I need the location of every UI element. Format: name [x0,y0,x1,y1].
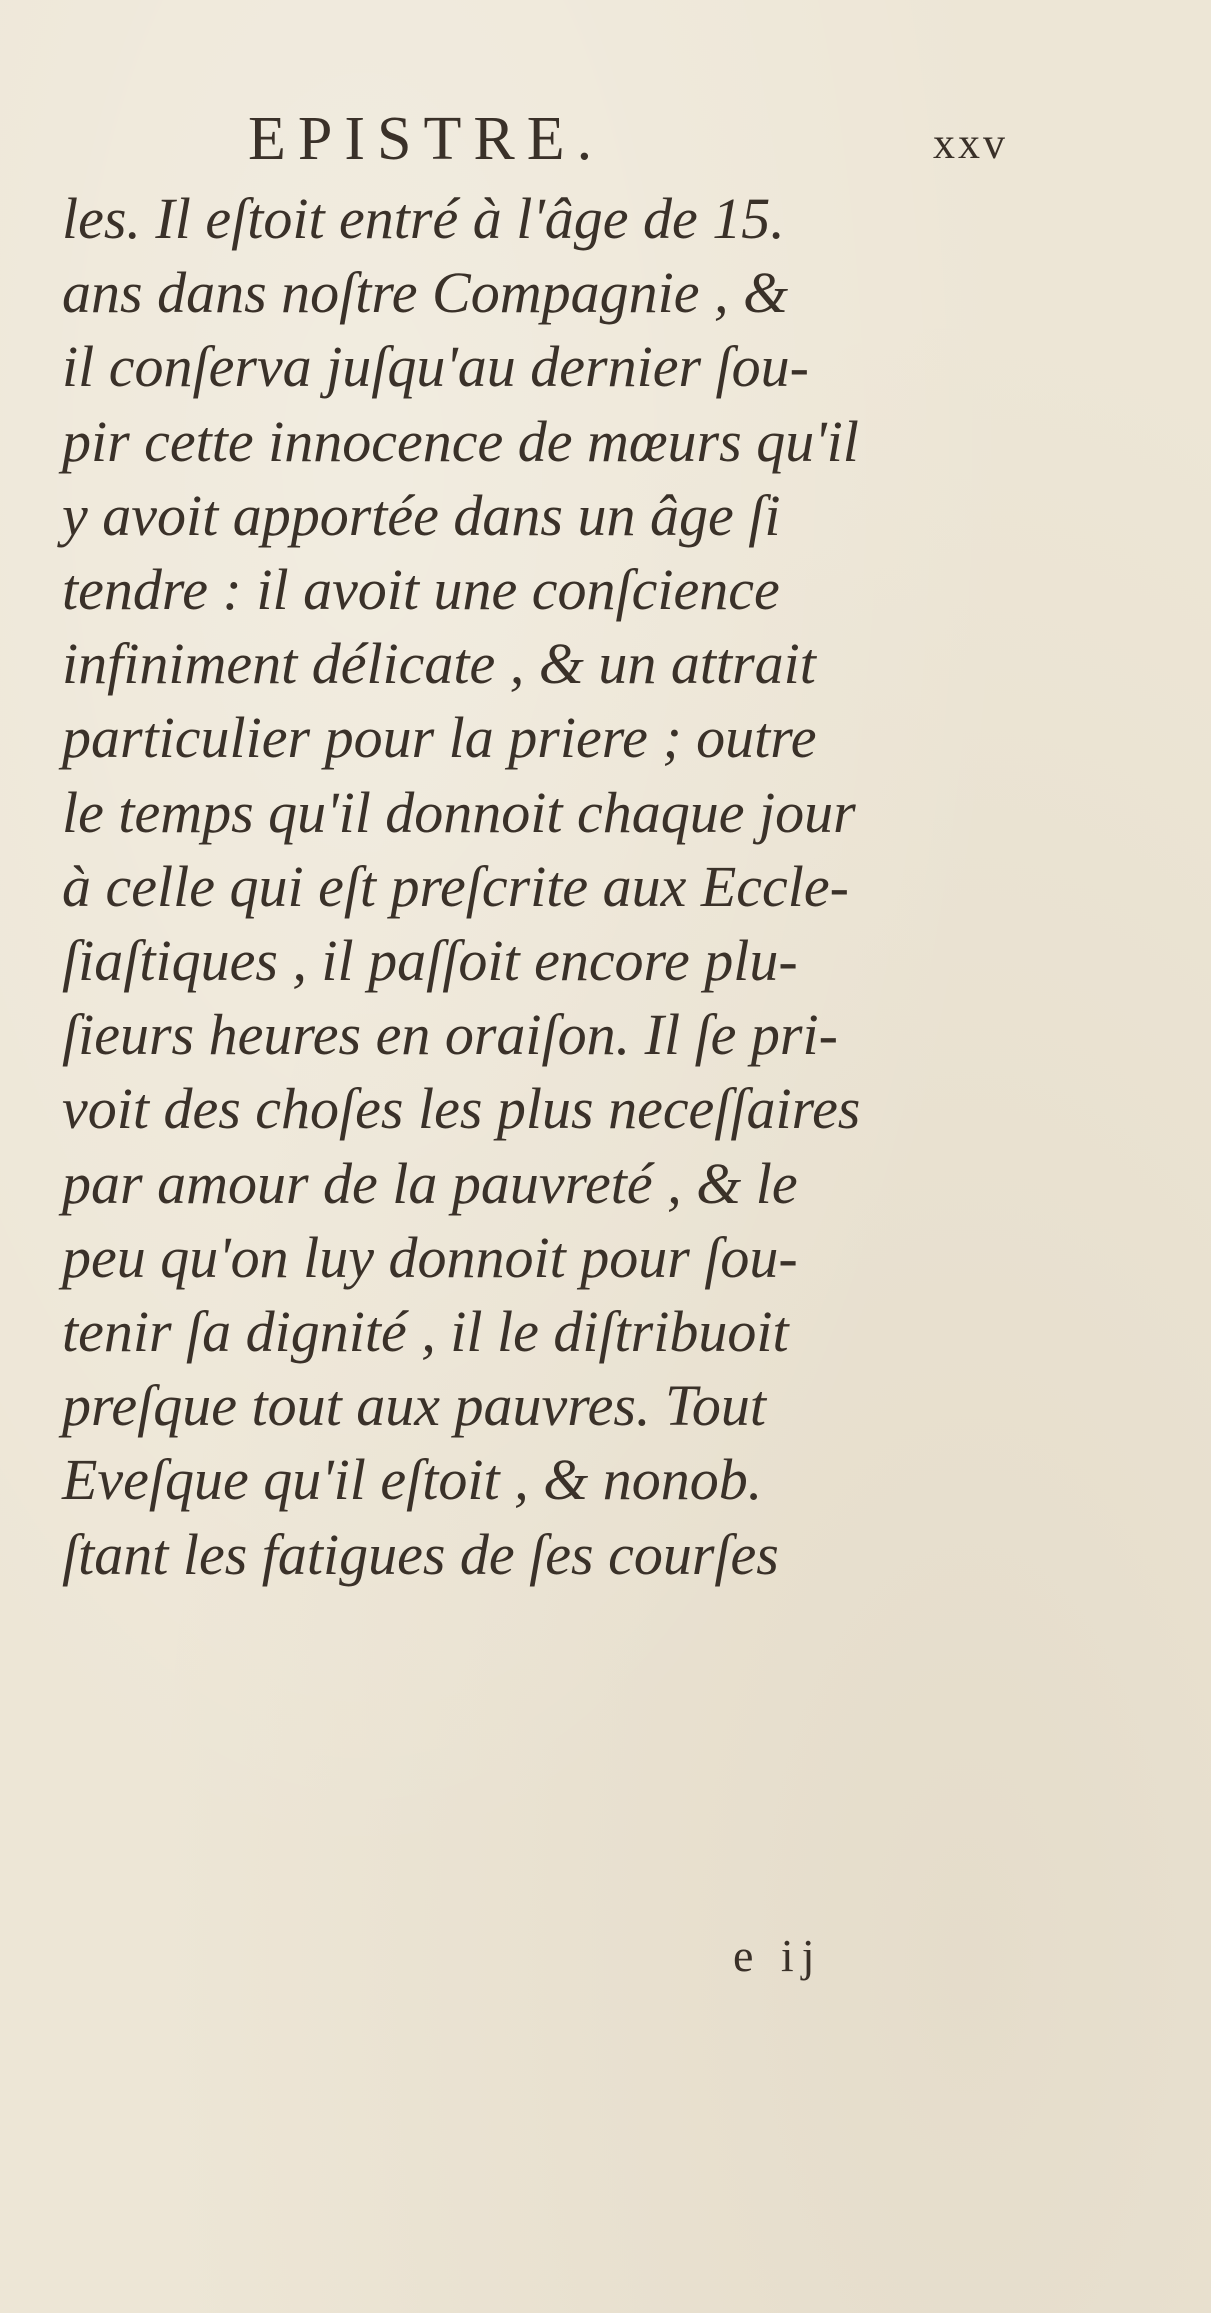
text-line: il conſerva juſqu'au dernier ſou- [62,334,809,400]
text-line: le temps qu'il donnoit chaque jour [62,779,856,845]
text-line: tenir ſa dignité , il le diſtribuoit [62,1299,789,1365]
running-title: EPISTRE. [248,105,605,173]
text-line: les. Il eſtoit entré à l'âge de 15. [62,186,785,251]
text-line: particulier pour la priere ; outre [62,705,817,771]
text-line: par amour de la pauvreté , & le [62,1150,798,1216]
text-line: preſque tout aux pauvres. Tout [62,1373,767,1439]
page-number: xxv [933,119,1008,168]
text-line: y avoit apportée dans un âge ſi [62,482,781,548]
text-line: ſtant les fatigues de ſes courſes [62,1521,779,1587]
text-line: ſieurs heures en oraiſon. Il ſe pri- [62,1002,838,1068]
text-line: pir cette innocence de mœurs qu'il [62,408,859,474]
signature-mark: e ij [733,1930,823,1981]
text-line: ans dans noſtre Compagnie , & [62,260,789,326]
body-text [62,182,1022,1592]
text-line: voit des choſes les plus neceſſaires [62,1076,861,1142]
text-line: infiniment délicate , & un attrait [62,631,816,697]
page-header [248,104,1008,174]
text-line: Eveſque qu'il eſtoit , & nonob. [62,1447,763,1513]
text-line: peu qu'on luy donnoit pour ſou- [62,1224,798,1290]
text-line: à celle qui eſt preſcrite aux Eccle- [62,853,849,919]
text-line: tendre : il avoit une conſcience [62,557,780,623]
text-line: ſiaſtiques , il paſſoit encore plu- [62,928,798,994]
